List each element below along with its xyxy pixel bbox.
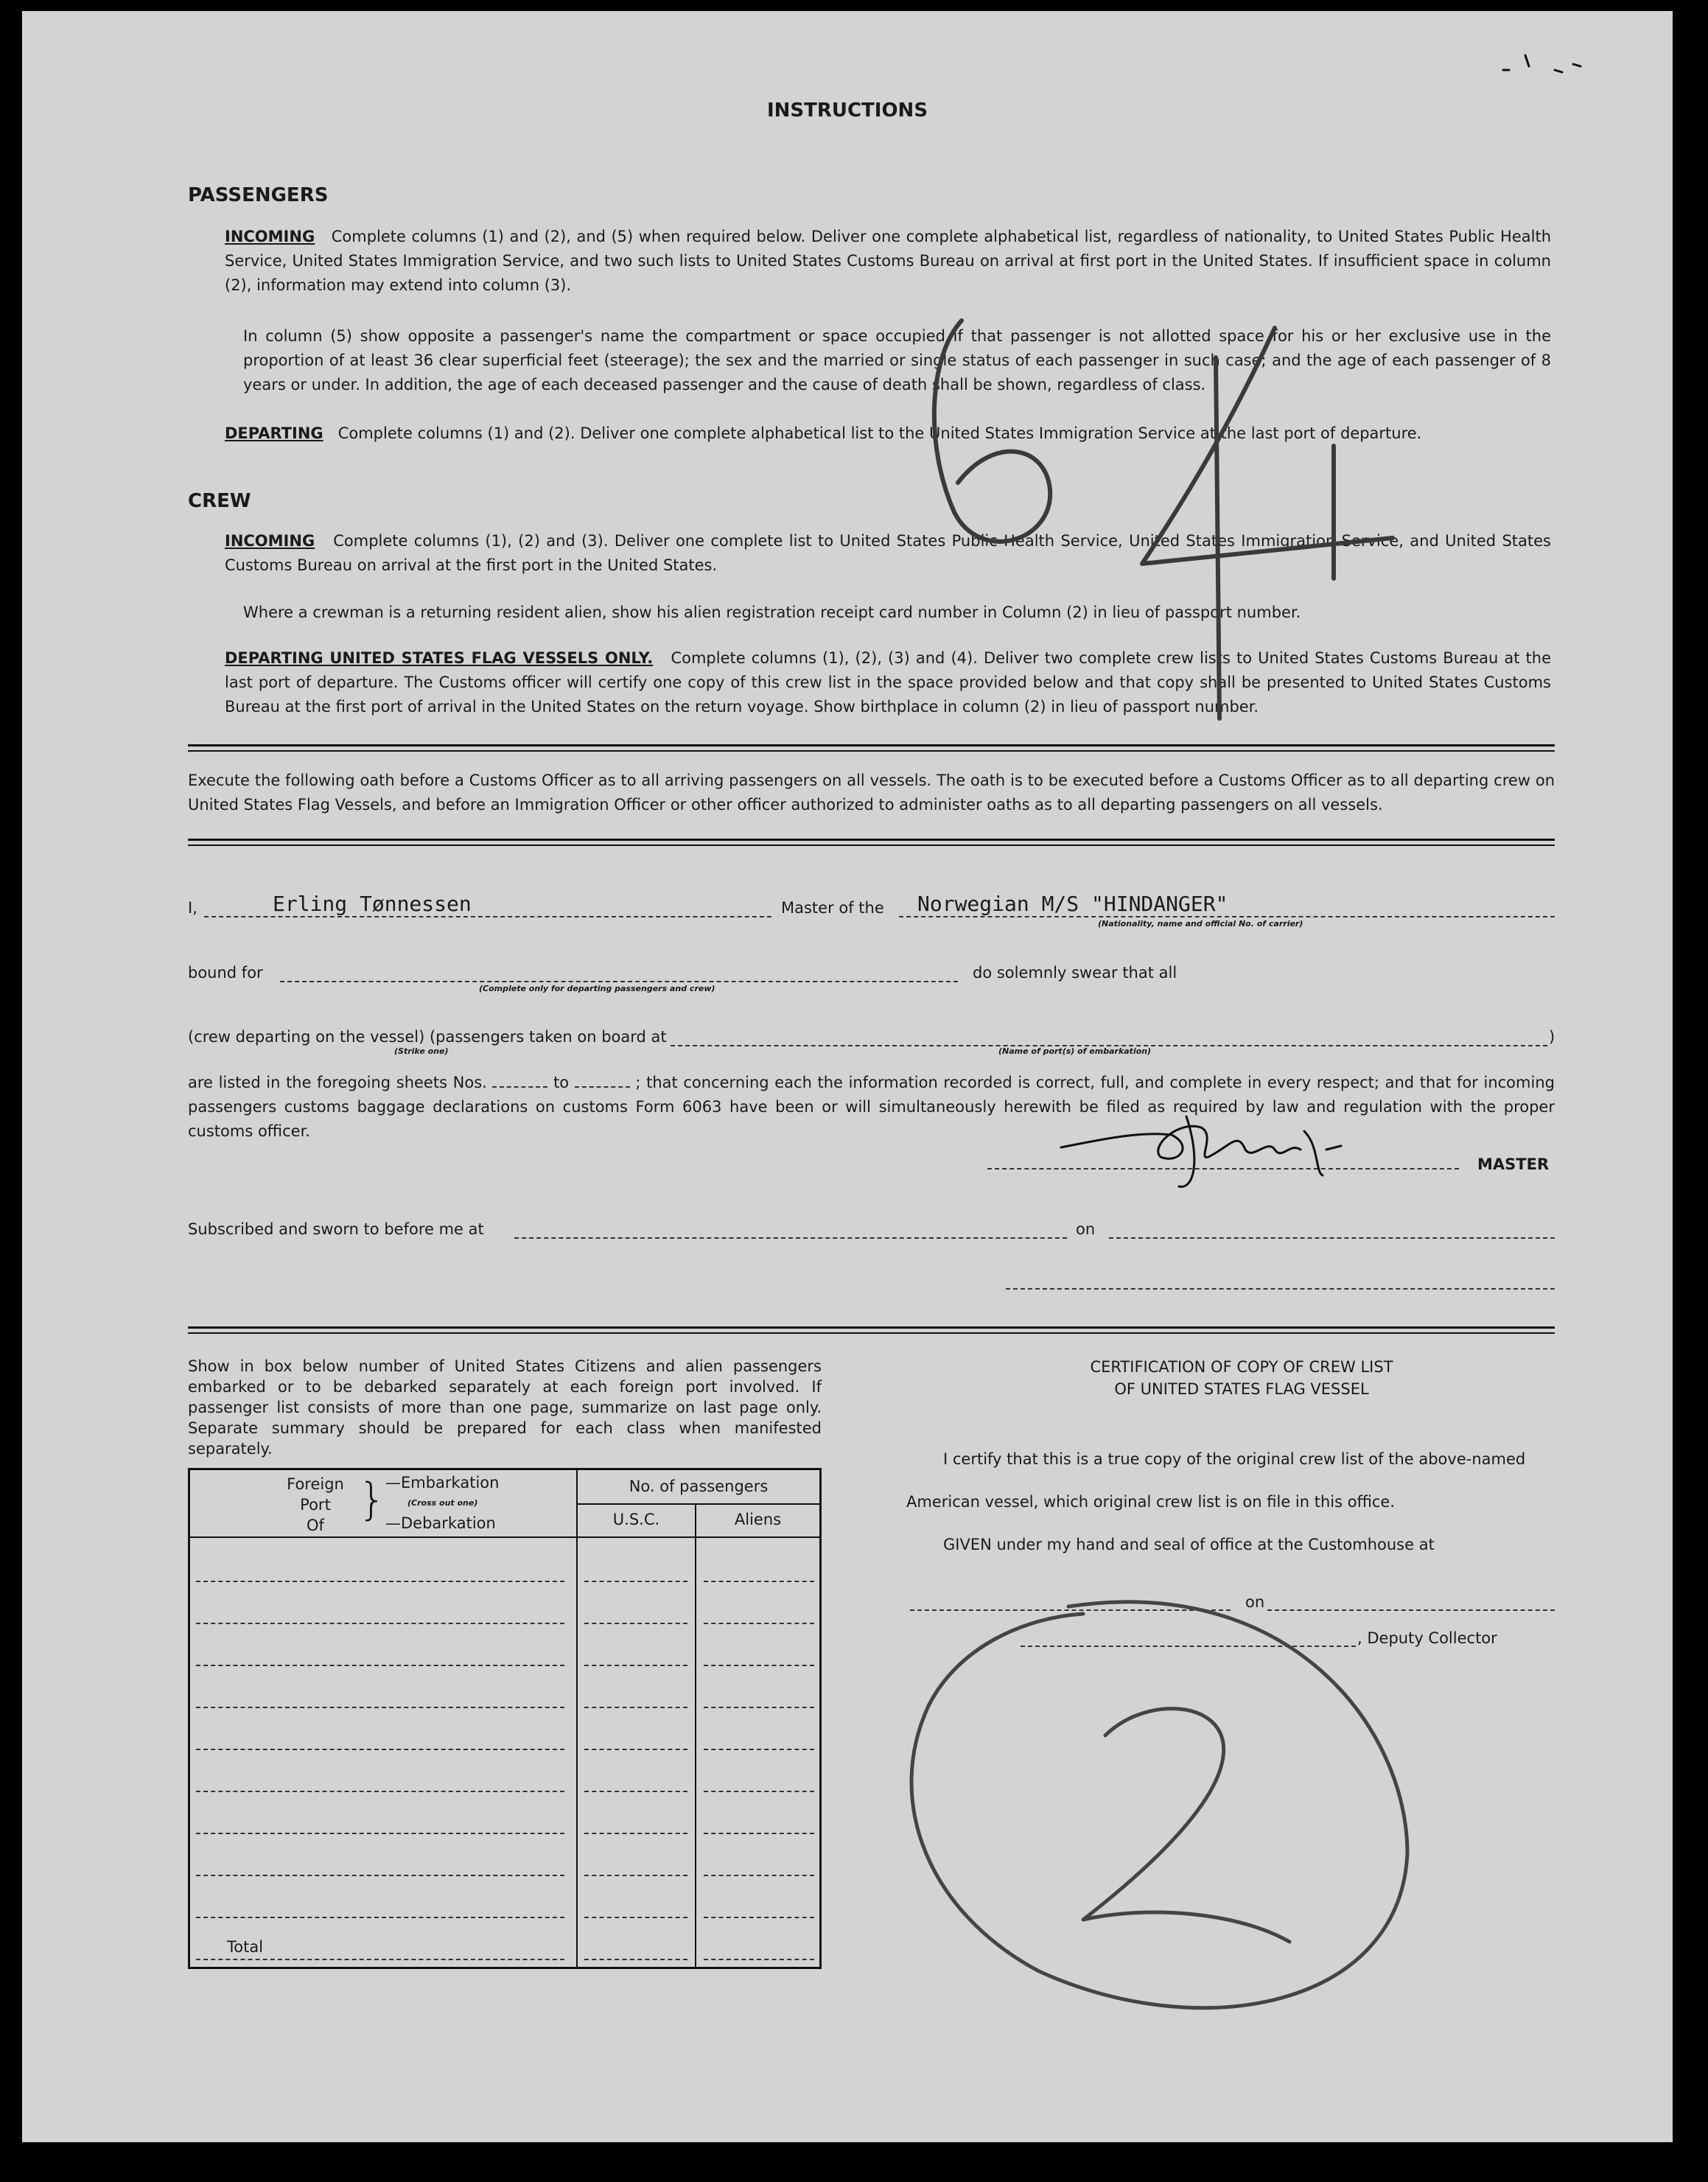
master-signature <box>1061 1116 1341 1186</box>
crew-incoming-text: Complete columns (1), (2) and (3). Deliver one complete list to United States Public Health Service, United States Immigration Service, and United States Customs Bureau on arrival at the first port in the United States. <box>225 532 1551 574</box>
handwritten-sheet-number <box>934 321 1393 718</box>
certification-line2: American vessel, which original crew list is on file in this office. <box>906 1493 1396 1511</box>
certification-line3: GIVEN under my hand and seal of office at the Customhouse at <box>943 1536 1435 1553</box>
passengers-count-header: No. of passengers <box>629 1478 769 1495</box>
certification-line1: I certify that this is a true copy of the original crew list of the above-named <box>943 1450 1526 1468</box>
passengers-incoming-text: Complete columns (1) and (2), and (5) when required below. Deliver one complete alphabetical list, regardless of nationality, to United States Public Health Service, United States Immigration Service, and two such lists to United States Customs Bureau on arrival at first port in the United States. If insufficient space in column (2), information may extend into column (3). <box>225 228 1552 294</box>
close-paren: ) <box>1549 1028 1555 1046</box>
oath-i-label: I, <box>188 899 197 917</box>
foreign-port-line1: Foreign <box>287 1475 344 1493</box>
master-name-value[interactable]: Erling Tønnessen <box>273 892 472 916</box>
document-page <box>22 11 1673 2142</box>
handwriting-overlay <box>22 11 1673 2142</box>
swear-label: do solemnly swear that all <box>973 964 1177 982</box>
crew-resident-paragraph: Where a crewman is a returning resident alien, show his alien registration receipt card number in Column (2) in lieu of passport number. <box>243 604 1301 621</box>
certification-title-line1: CERTIFICATION OF COPY OF CREW LIST <box>1090 1358 1393 1376</box>
subscribed-on-label: on <box>1076 1220 1096 1238</box>
listed-label: are listed in the foregoing sheets Nos. <box>188 1074 487 1091</box>
to-label: to <box>553 1074 570 1091</box>
aliens-header: Aliens <box>734 1511 782 1528</box>
certification-title-line2: OF UNITED STATES FLAG VESSEL <box>1114 1380 1369 1398</box>
vessel-caption: (Nationality, name and official No. of carrier) <box>1098 919 1303 929</box>
passengers-incoming-label: INCOMING <box>225 228 315 245</box>
deputy-collector-label: , Deputy Collector <box>1357 1629 1497 1647</box>
passengers-departing-text: Complete columns (1) and (2). Deliver one complete alphabetical list to the United States Immigration Service at the last port of departure. <box>337 424 1422 442</box>
master-of-label: Master of the <box>781 899 884 917</box>
passengers-departing-label: DEPARTING <box>225 424 323 442</box>
certification-on-label: on <box>1245 1593 1265 1611</box>
oath-intro: Execute the following oath before a Customs Officer as to all arriving passengers on all vessels. The oath is to be executed before a Customs Officer as to all departing crew on United States Flag Vessels, and before an Immigration Officer or other officer authorized to administer oaths as to all departing passengers on all vessels. <box>188 772 1555 814</box>
debarkation-label: —Debarkation <box>385 1514 496 1532</box>
passengers-heading: PASSENGERS <box>188 184 329 206</box>
circled-number-2 <box>911 1602 1407 2008</box>
crew-departing-label: DEPARTING UNITED STATES FLAG VESSELS ONLY. <box>225 649 654 667</box>
subscribed-label: Subscribed and sworn to before me at <box>188 1220 484 1238</box>
crew-heading: CREW <box>188 490 251 512</box>
ports-caption: (Name of port(s) of embarkation) <box>998 1046 1152 1056</box>
crew-departing-label: (crew departing on the vessel) (passengers taken on board at <box>188 1028 667 1046</box>
listed-rest: ; that concerning each the information recorded is correct, full, and complete in every respect; and that for incoming passengers customs baggage declarations on customs Form 6063 have been or will simultaneously herewith be filed as required by law and regulation with the proper customs officer. <box>188 1074 1555 1140</box>
corner-marks <box>1503 55 1581 72</box>
master-label: MASTER <box>1477 1155 1550 1173</box>
cross-out-caption: (Cross out one) <box>407 1498 478 1508</box>
usc-header: U.S.C. <box>612 1511 660 1528</box>
strike-one-caption: (Strike one) <box>394 1046 449 1056</box>
foreign-port-line3: Of <box>307 1517 324 1534</box>
crew-departing-text: Complete columns (1), (2), (3) and (4). Deliver two complete crew lists to United States Customs Bureau at the last port of departure. The Customs officer will certify one copy of this crew list in the space provided below and that copy shall be presented to United States Customs Bureau at the first port of arrival in the United States on the return voyage. Show birthplace in column (2) in lieu of passport number. <box>225 649 1552 716</box>
page-title: INSTRUCTIONS <box>766 99 928 122</box>
passengers-col5-paragraph: In column (5) show opposite a passenger's name the compartment or space occupied if that passenger is not allotted space for his or her exclusive use in the proportion of at least 36 clear superficial feet (steerage); the sex and the married or single status of each passenger in such case; and the age of each passenger of 8 years or under. In addition, the age of each deceased passenger and the cause of death shall be shown, regardless of class. <box>243 327 1551 394</box>
brace-icon: } <box>358 1474 387 1525</box>
foreign-port-line2: Port <box>300 1496 331 1514</box>
bound-for-label: bound for <box>188 964 263 982</box>
bound-for-caption: (Complete only for departing passengers and crew) <box>479 984 715 993</box>
summary-intro: Show in box below number of United States Citizens and alien passengers embarked or to be debarked separately at each foreign port involved. If passenger list consists of more than one page, summarize on last page only. Separate summary should be prepared for each class when manifested separately. <box>188 1357 822 1458</box>
total-label: Total <box>227 1938 264 1956</box>
embarkation-label: —Embarkation <box>385 1474 500 1492</box>
crew-incoming-label: INCOMING <box>225 532 315 550</box>
vessel-value[interactable]: Norwegian M/S "HINDANGER" <box>917 892 1228 916</box>
